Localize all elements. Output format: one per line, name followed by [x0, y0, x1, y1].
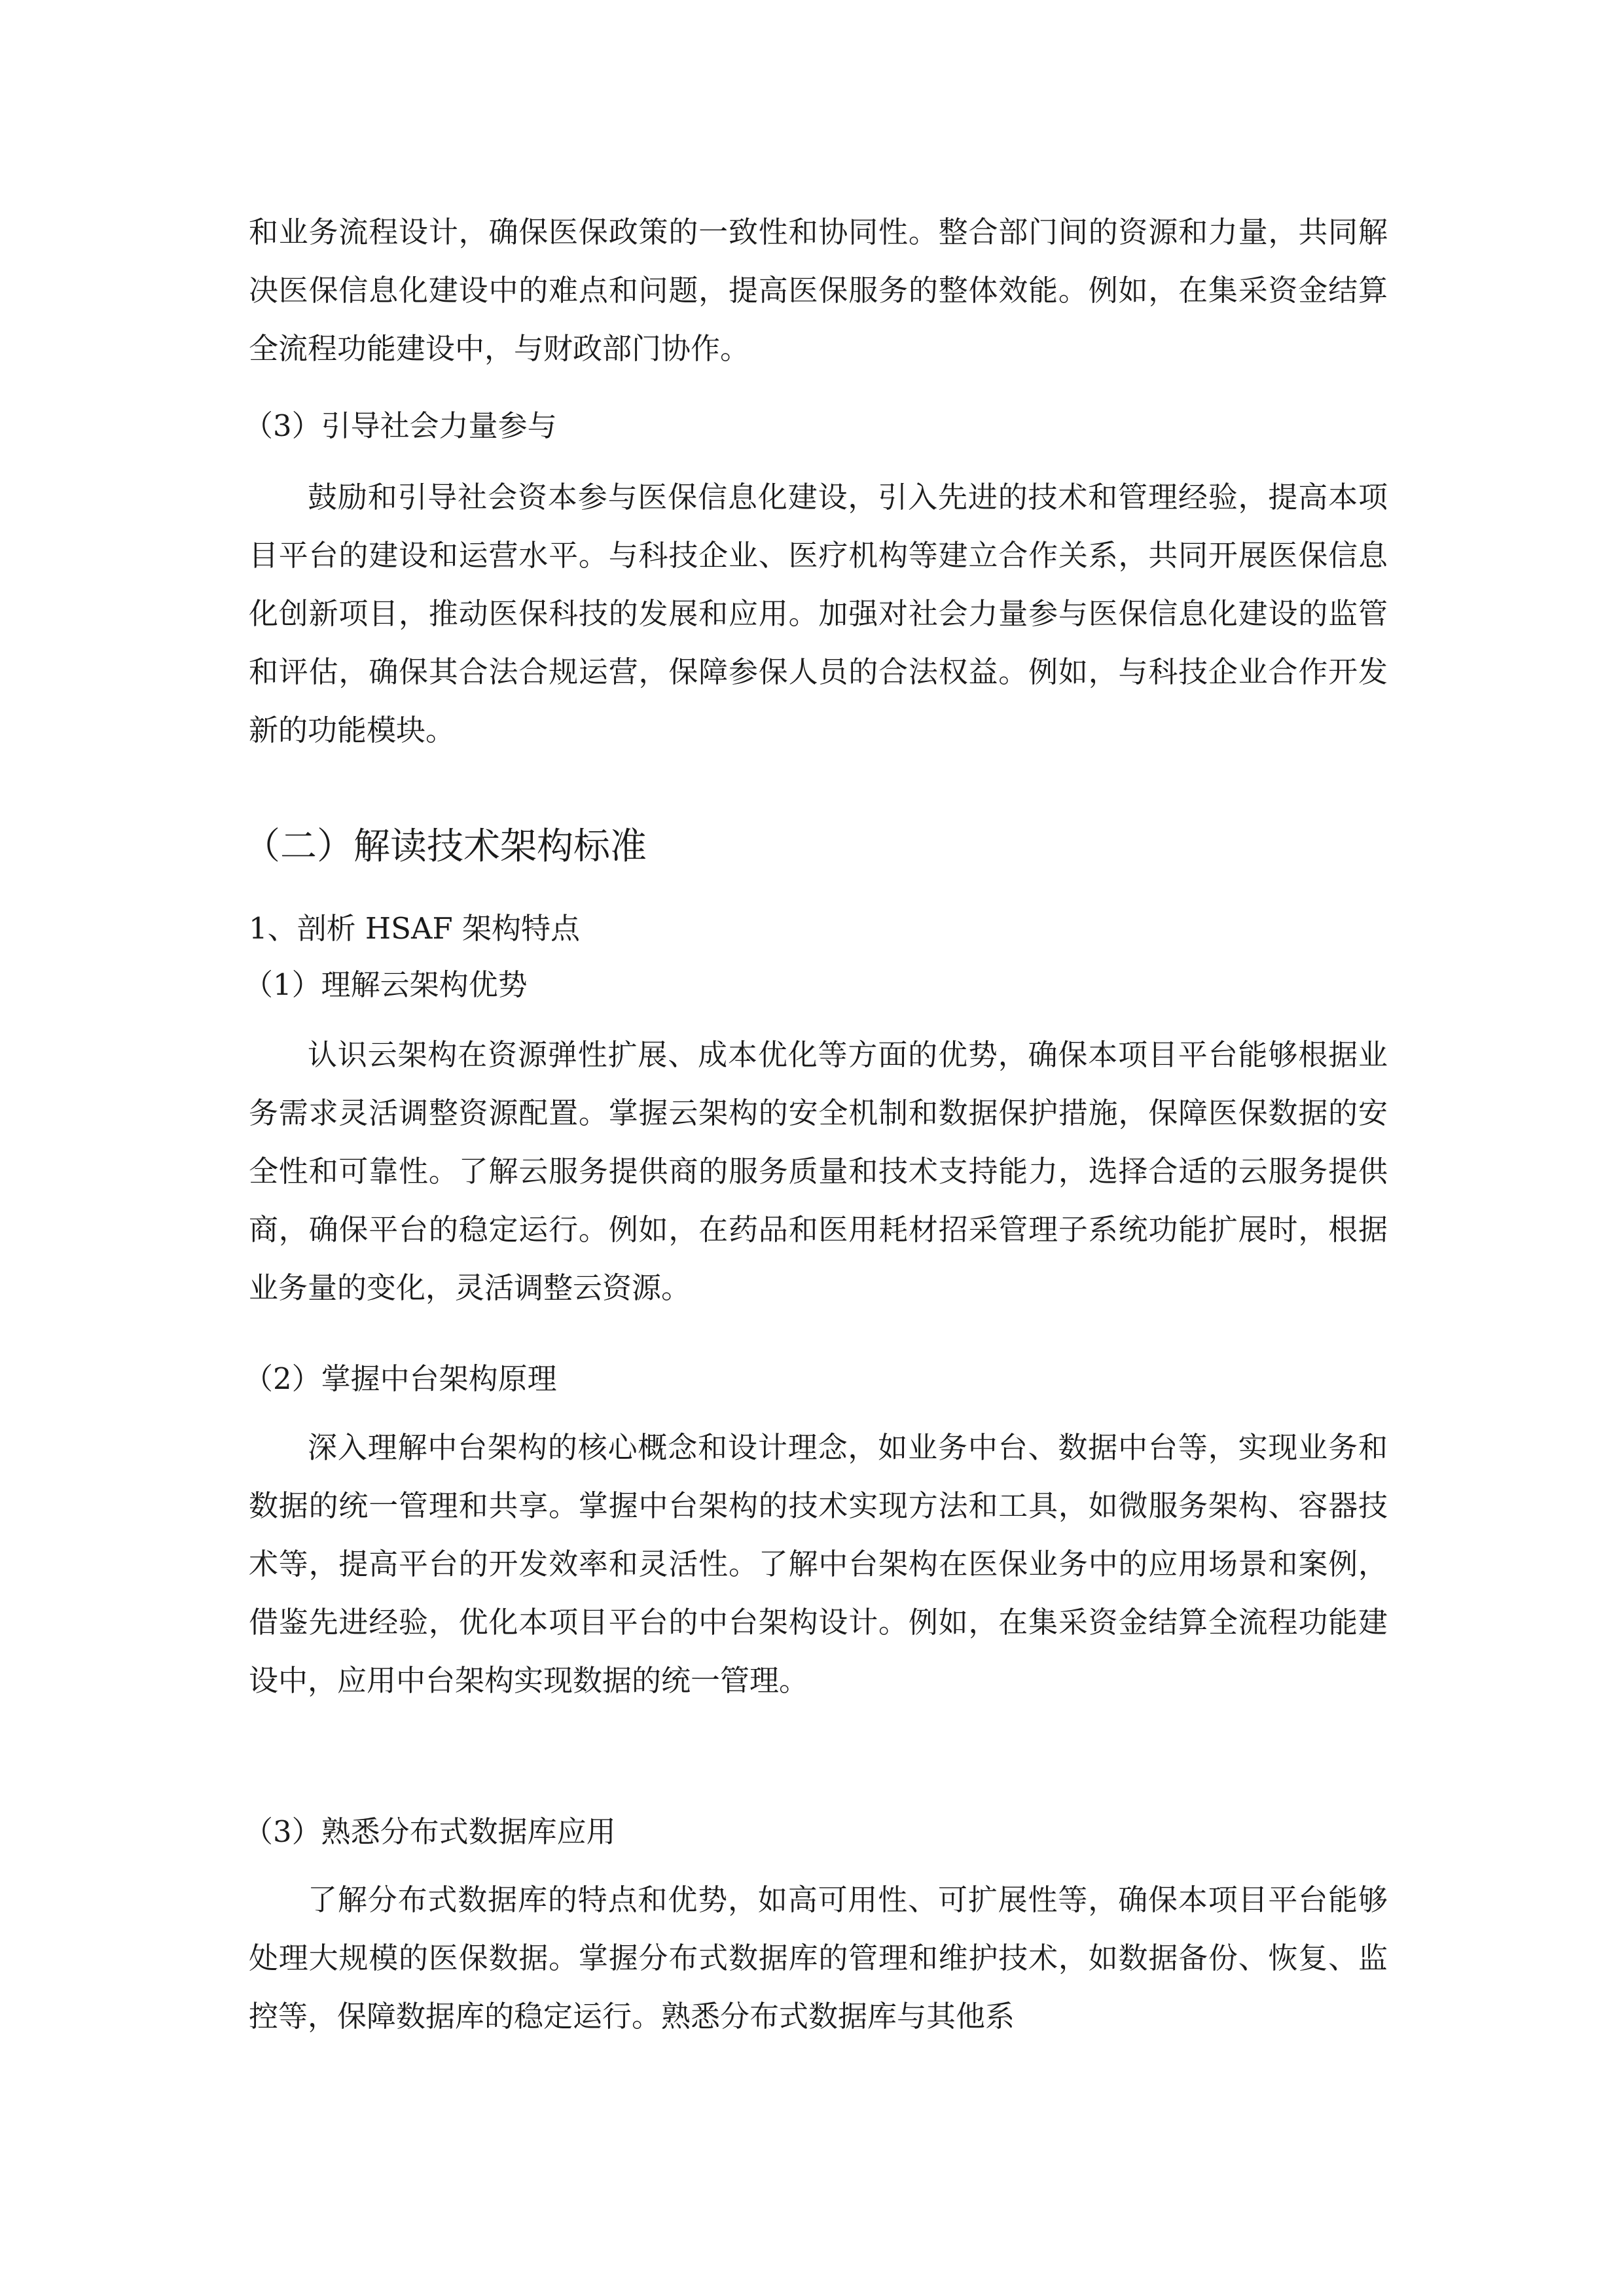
paragraph-middle-platform: 深入理解中台架构的核心概念和设计理念，如业务中台、数据中台等，实现业务和数据的统一管理和共享。掌握中台架构的技术实现方法和工具，如微服务架构、容器技术等，提高平台的开发效率和灵活性。了解中台架构在医保业务中的应用场景和案例，借鉴先进经验，优化本项目平台的中台架构设计。例如，在集采资金结算全流程功能建设中，应用中台架构实现数据的统一管理。: [249, 1430, 1388, 1698]
heading-distributed-database: （3）熟悉分布式数据库应用: [244, 1814, 616, 1849]
paragraph-guide-social-forces: 鼓励和引导社会资本参与医保信息化建设，引入先进的技术和管理经验，提高本项目平台的建设和运营水平。与科技企业、医疗机构等建立合作关系，共同开展医保信息化创新项目，推动医保科技的发展和应用。加强对社会力量参与医保信息化建设的监管和评估，确保其合法合规运营，保障参保人员的合法权益。例如，与科技企业合作开发新的功能模块。: [249, 480, 1388, 747]
heading-hsaf-architecture: 1、剖析 HSAF 架构特点: [249, 911, 581, 946]
paragraph-distributed-database: 了解分布式数据库的特点和优势，如高可用性、可扩展性等，确保本项目平台能够处理大规模的医保数据。掌握分布式数据库的管理和维护技术，如数据备份、恢复、监控等，保障数据库的稳定运行。熟悉分布式数据库与其他系: [249, 1882, 1388, 2034]
heading-guide-social-forces: （3）引导社会力量参与: [244, 408, 557, 443]
heading-middle-platform: （2）掌握中台架构原理: [244, 1361, 557, 1396]
section-heading-tech-architecture: （二）解读技术架构标准: [244, 825, 647, 868]
heading-cloud-architecture: （1）理解云架构优势: [244, 967, 528, 1002]
paragraph-cloud-architecture: 认识云架构在资源弹性扩展、成本优化等方面的优势，确保本项目平台能够根据业务需求灵活调整资源配置。掌握云架构的安全机制和数据保护措施，保障医保数据的安全性和可靠性。了解云服务提供商的服务质量和技术支持能力，选择合适的云服务提供商，确保平台的稳定运行。例如，在药品和医用耗材招采管理子系统功能扩展时，根据业务量的变化，灵活调整云资源。: [249, 1037, 1388, 1305]
paragraph-continuation: 和业务流程设计，确保医保政策的一致性和协同性。整合部门间的资源和力量，共同解决医保信息化建设中的难点和问题，提高医保服务的整体效能。例如，在集采资金结算全流程功能建设中，与财政部门协作。: [249, 215, 1388, 366]
